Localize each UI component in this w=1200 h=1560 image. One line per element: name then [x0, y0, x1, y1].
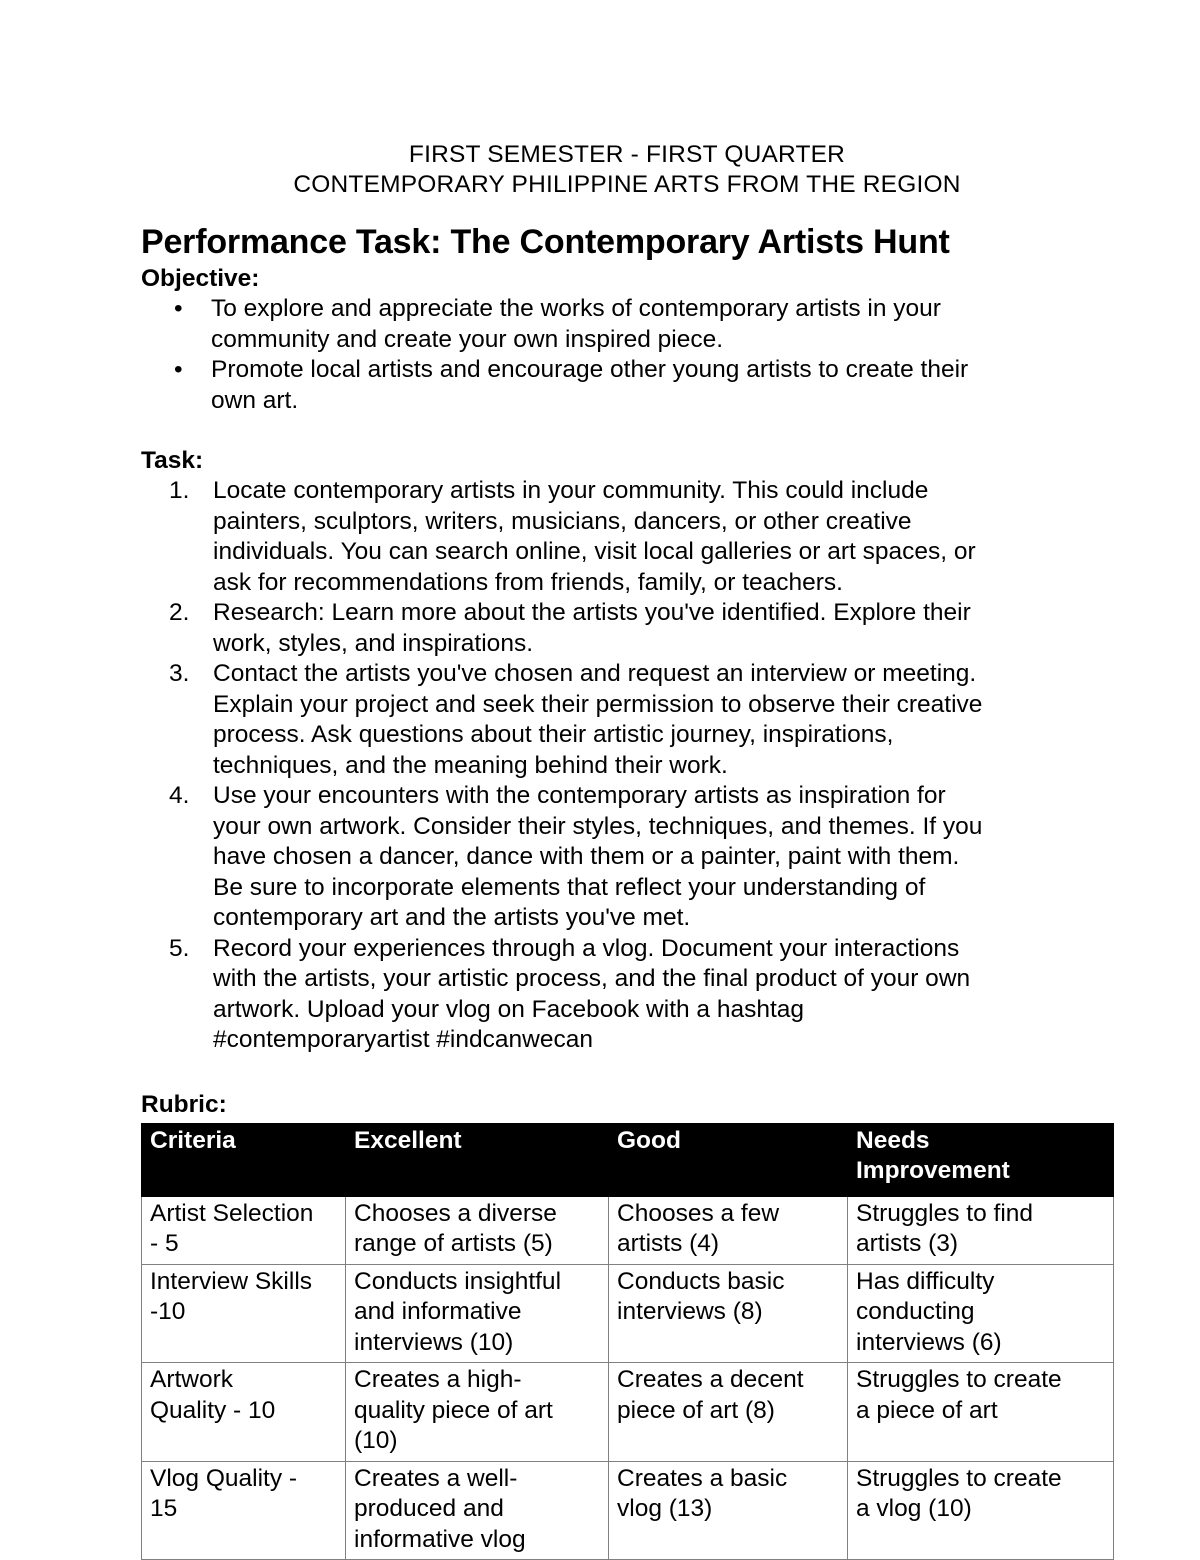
text-line: work, styles, and inspirations. — [213, 629, 1113, 660]
text-line: techniques, and the meaning behind their work. — [213, 751, 1113, 782]
objective-list — [141, 294, 1113, 416]
table-row — [142, 1461, 1114, 1560]
text-line: your own artwork. Consider their styles, techniques, and themes. If you — [213, 812, 1113, 843]
list-item-text — [213, 476, 1113, 598]
text-line: Research: Learn more about the artists you've identified. Explore their — [213, 598, 1113, 629]
text-line: Contact the artists you've chosen and request an interview or meeting. — [213, 659, 1113, 690]
cell-excellent — [346, 1196, 609, 1264]
text-line: Be sure to incorporate elements that reflect your understanding of — [213, 873, 1113, 904]
cell-line: -10 — [150, 1297, 338, 1328]
list-item — [141, 934, 1113, 1056]
cell-line: a piece of art — [856, 1396, 1106, 1427]
task-list — [141, 476, 1113, 1056]
header-line: Excellent — [354, 1126, 601, 1157]
cell-line: interviews (8) — [617, 1297, 840, 1328]
header-line: Good — [617, 1126, 840, 1157]
cell-line: produced and — [354, 1494, 601, 1525]
cell-excellent — [346, 1264, 609, 1363]
text-line: To explore and appreciate the works of contemporary artists in your — [211, 294, 1113, 325]
cell-line: quality piece of art — [354, 1396, 601, 1427]
table-row — [142, 1363, 1114, 1462]
rubric-table — [141, 1123, 1114, 1560]
text-line: process. Ask questions about their artistic journey, inspirations, — [213, 720, 1113, 751]
cell-line: Struggles to create — [856, 1464, 1106, 1495]
column-header-good — [609, 1123, 848, 1196]
text-line: community and create your own inspired piece. — [211, 325, 1113, 356]
cell-line: Quality - 10 — [150, 1396, 338, 1427]
cell-criteria — [142, 1461, 346, 1560]
text-line: Use your encounters with the contemporary artists as inspiration for — [213, 781, 1113, 812]
cell-needs-improvement — [848, 1461, 1114, 1560]
text-line: own art. — [211, 386, 1113, 417]
cell-line: artists (4) — [617, 1229, 840, 1260]
list-item — [141, 294, 1113, 355]
cell-line: interviews (10) — [354, 1328, 601, 1359]
list-number: 2. — [169, 598, 203, 629]
rubric-heading: Rubric: — [141, 1090, 1113, 1120]
cell-line: - 5 — [150, 1229, 338, 1260]
cell-line: piece of art (8) — [617, 1396, 840, 1427]
text-line: Promote local artists and encourage other young artists to create their — [211, 355, 1113, 386]
cell-criteria — [142, 1264, 346, 1363]
cell-line: Struggles to find — [856, 1199, 1106, 1230]
list-number: 5. — [169, 934, 203, 965]
text-line: ask for recommendations from friends, family, or teachers. — [213, 568, 1113, 599]
list-number: 4. — [169, 781, 203, 812]
column-header-excellent — [346, 1123, 609, 1196]
page-title: Performance Task: The Contemporary Artists Hunt — [141, 222, 1113, 262]
cell-line: Has difficulty — [856, 1267, 1106, 1298]
cell-line: Artist Selection — [150, 1199, 338, 1230]
cell-good — [609, 1461, 848, 1560]
list-item — [141, 659, 1113, 781]
list-item-text — [213, 598, 1113, 659]
text-line: Record your experiences through a vlog. Document your interactions — [213, 934, 1113, 965]
text-line: have chosen a dancer, dance with them or a painter, paint with them. — [213, 842, 1113, 873]
cell-needs-improvement — [848, 1264, 1114, 1363]
header-line-2: CONTEMPORARY PHILIPPINE ARTS FROM THE REGION — [141, 170, 1113, 200]
header-line: Improvement — [856, 1156, 1106, 1187]
cell-good — [609, 1363, 848, 1462]
cell-needs-improvement — [848, 1196, 1114, 1264]
cell-excellent — [346, 1461, 609, 1560]
cell-criteria — [142, 1363, 346, 1462]
cell-line: Interview Skills — [150, 1267, 338, 1298]
cell-line: informative vlog — [354, 1525, 601, 1556]
objective-heading: Objective: — [141, 264, 1113, 294]
list-number: 3. — [169, 659, 203, 690]
cell-line: artists (3) — [856, 1229, 1106, 1260]
list-item — [141, 598, 1113, 659]
header-line-1: FIRST SEMESTER - FIRST QUARTER — [141, 140, 1113, 170]
list-number: 1. — [169, 476, 203, 507]
cell-line: and informative — [354, 1297, 601, 1328]
header-line: Criteria — [150, 1126, 338, 1157]
cell-line: Conducts basic — [617, 1267, 840, 1298]
cell-line: Artwork — [150, 1365, 338, 1396]
cell-line: a vlog (10) — [856, 1494, 1106, 1525]
cell-line: 15 — [150, 1494, 338, 1525]
column-header-criteria — [142, 1123, 346, 1196]
cell-line: Conducts insightful — [354, 1267, 601, 1298]
text-line: with the artists, your artistic process, and the final product of your own — [213, 964, 1113, 995]
table-row — [142, 1264, 1114, 1363]
cell-line: Chooses a few — [617, 1199, 840, 1230]
table-header-row — [142, 1123, 1114, 1196]
cell-good — [609, 1196, 848, 1264]
cell-line: interviews (6) — [856, 1328, 1106, 1359]
cell-line: range of artists (5) — [354, 1229, 601, 1260]
text-line: #contemporaryartist #indcanwecan — [213, 1025, 1113, 1056]
text-line: artwork. Upload your vlog on Facebook with a hashtag — [213, 995, 1113, 1026]
table-row — [142, 1196, 1114, 1264]
cell-line: Creates a well- — [354, 1464, 601, 1495]
list-item — [141, 476, 1113, 598]
text-line: Explain your project and seek their permission to observe their creative — [213, 690, 1113, 721]
text-line: painters, sculptors, writers, musicians, dancers, or other creative — [213, 507, 1113, 538]
list-item-text — [211, 355, 1113, 416]
cell-excellent — [346, 1363, 609, 1462]
column-header-needs-improvement — [848, 1123, 1114, 1196]
cell-good — [609, 1264, 848, 1363]
cell-line: Struggles to create — [856, 1365, 1106, 1396]
cell-line: Creates a basic — [617, 1464, 840, 1495]
list-item-text — [211, 294, 1113, 355]
list-item-text — [213, 934, 1113, 1056]
cell-line: Vlog Quality - — [150, 1464, 338, 1495]
bullet-icon: • — [174, 355, 183, 386]
list-item-text — [213, 659, 1113, 781]
list-item — [141, 781, 1113, 934]
cell-line: Chooses a diverse — [354, 1199, 601, 1230]
running-header — [141, 140, 1113, 200]
cell-line: vlog (13) — [617, 1494, 840, 1525]
text-line: contemporary art and the artists you've met. — [213, 903, 1113, 934]
task-heading: Task: — [141, 446, 1113, 476]
header-line: Needs — [856, 1126, 1106, 1157]
list-item-text — [213, 781, 1113, 934]
cell-line: Creates a decent — [617, 1365, 840, 1396]
list-item — [141, 355, 1113, 416]
cell-criteria — [142, 1196, 346, 1264]
cell-line: Creates a high- — [354, 1365, 601, 1396]
cell-line: conducting — [856, 1297, 1106, 1328]
bullet-icon: • — [174, 294, 183, 325]
text-line: individuals. You can search online, visit local galleries or art spaces, or — [213, 537, 1113, 568]
cell-line: (10) — [354, 1426, 601, 1457]
cell-needs-improvement — [848, 1363, 1114, 1462]
text-line: Locate contemporary artists in your community. This could include — [213, 476, 1113, 507]
